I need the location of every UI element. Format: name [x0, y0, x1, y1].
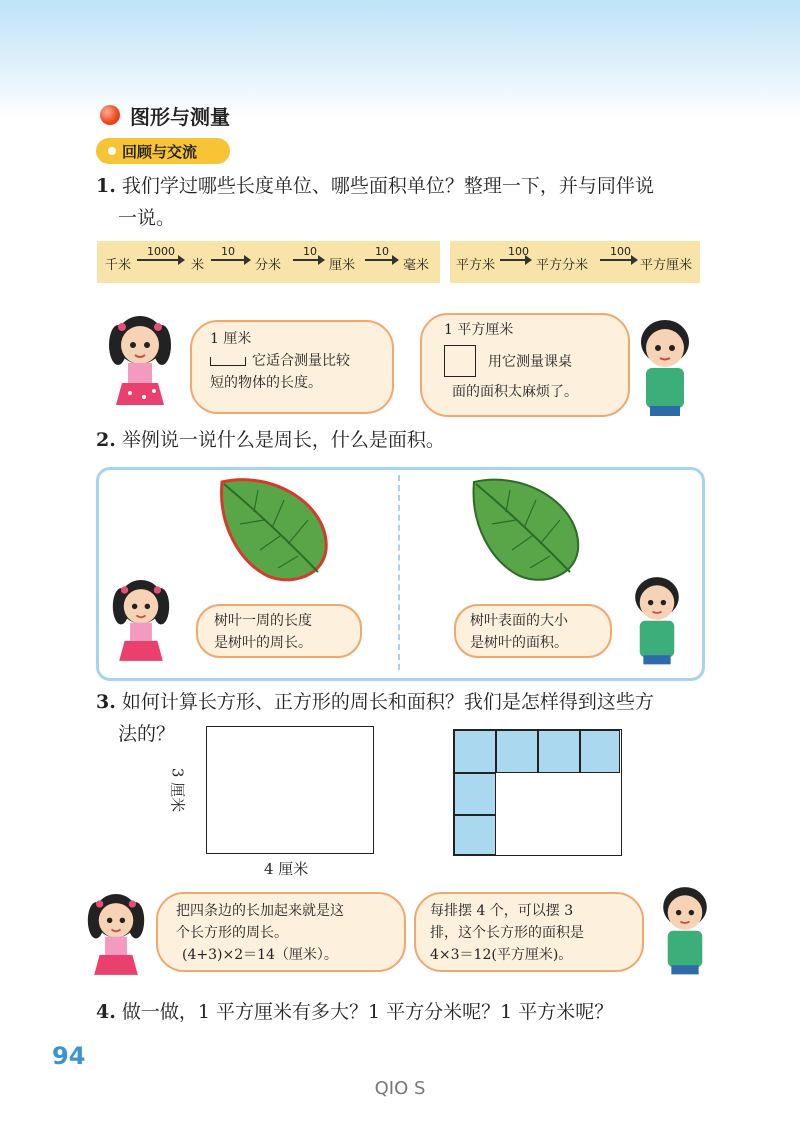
one-square-centimeter-icon — [444, 345, 476, 377]
speech-bubble-girl-1 — [190, 320, 394, 414]
arrow-icon — [600, 259, 636, 261]
bubble-line: 它适合测量比较 — [252, 353, 350, 369]
arrow-icon — [137, 259, 183, 261]
speech-bubble-girl-3 — [156, 892, 406, 972]
q2-number: 2. — [96, 429, 116, 451]
q4-text: 做一做，1 平方厘米有多大？1 平方分米呢？1 平方米呢？ — [121, 1001, 614, 1023]
bubble-line: 每排摆 4 个，可以摆 3 — [430, 903, 574, 919]
q1-line1: 我们学过哪些长度单位、哪些面积单位？整理一下，并与同伴说 — [121, 175, 654, 197]
unit-label: 平方米 — [456, 258, 496, 273]
rectangle-figure — [206, 726, 374, 854]
rate-label: 100 — [610, 245, 631, 258]
rate-label: 1000 — [147, 245, 175, 258]
one-centimeter-segment-icon — [210, 357, 246, 366]
unit-label: 厘米 — [329, 258, 356, 273]
leaf-perimeter-illustration — [214, 476, 334, 588]
arrow-icon — [293, 259, 323, 261]
girl-character-illustration — [100, 305, 180, 415]
dot-icon — [108, 147, 116, 155]
q2-text: 举例说一说什么是周长，什么是面积。 — [121, 429, 445, 451]
bubble-title: 1 厘米 — [210, 331, 252, 347]
q3-line1: 如何计算长方形、正方形的周长和面积？我们是怎样得到这些方 — [121, 691, 654, 713]
unit-label: 米 — [191, 258, 205, 273]
speech-bubble-boy-3 — [414, 892, 644, 972]
bubble-line: 排，这个长方形的面积是 — [430, 925, 584, 941]
bubble-line: 是树叶的面积。 — [470, 635, 568, 651]
speech-bubble-girl-2 — [196, 604, 362, 658]
subsection-title: 回顾与交流 — [122, 142, 198, 161]
unit-square-tile — [580, 730, 620, 773]
boy-character-illustration — [632, 310, 698, 420]
boy-character-illustration — [652, 878, 718, 978]
unit-square-tile — [454, 773, 496, 815]
section-title: 图形与测量 — [130, 104, 230, 129]
tiled-rectangle-figure — [453, 729, 622, 856]
unit-label: 千米 — [105, 258, 132, 273]
unit-label: 平方分米 — [536, 258, 589, 273]
rect-height-label: 3 厘米 — [168, 767, 187, 813]
q1-line2: 一说。 — [118, 207, 176, 229]
bubble-line: 树叶表面的大小 — [470, 613, 568, 629]
leaf-panel — [96, 467, 705, 681]
unit-square-tile — [538, 730, 580, 773]
subsection-pill — [96, 138, 230, 164]
question-4 — [96, 996, 613, 1028]
unit-square-tile — [454, 815, 496, 855]
question-2 — [96, 424, 445, 456]
arrow-icon — [211, 259, 249, 261]
section-heading — [100, 100, 230, 130]
page-number: 94 — [52, 1042, 86, 1070]
girl-character-illustration — [76, 884, 156, 984]
bubble-line: 把四条边的长加起来就是这 — [176, 903, 344, 919]
q1-number: 1. — [96, 175, 116, 197]
speech-bubble-boy-2 — [454, 604, 612, 658]
bubble-line: 4×3＝12(平方厘米)。 — [430, 947, 573, 963]
area-unit-chain — [450, 241, 700, 283]
leaf-area-illustration — [466, 476, 586, 588]
bubble-line: 个长方形的周长。 — [176, 925, 288, 941]
bubble-line: (4+3)×2＝14（厘米）。 — [182, 947, 338, 963]
length-unit-chain — [97, 241, 440, 283]
panel-divider — [398, 475, 400, 670]
arrow-icon — [500, 259, 530, 261]
rate-label: 10 — [303, 245, 317, 258]
unit-label: 毫米 — [403, 258, 430, 273]
q3-number: 3. — [96, 691, 116, 713]
rect-width-label: 4 厘米 — [264, 860, 309, 878]
bubble-line: 面的面积太麻烦了。 — [452, 384, 578, 400]
question-3 — [96, 686, 716, 750]
girl-character-illustration — [102, 570, 180, 670]
bubble-line: 短的物体的长度。 — [210, 375, 322, 391]
unit-label: 平方厘米 — [640, 258, 693, 273]
bubble-line: 是树叶的周长。 — [214, 635, 312, 651]
unit-label: 分米 — [255, 258, 282, 273]
unit-square-tile — [454, 730, 496, 773]
bubble-title: 1 平方厘米 — [444, 322, 514, 338]
question-1 — [96, 170, 716, 234]
bubble-line: 用它测量课桌 — [488, 354, 572, 370]
rate-label: 10 — [221, 245, 235, 258]
rate-label: 10 — [375, 245, 389, 258]
q4-number: 4. — [96, 1001, 116, 1023]
bullet-icon — [100, 105, 120, 125]
footer-watermark: QIO S — [374, 1078, 426, 1099]
unit-square-tile — [496, 730, 538, 773]
arrow-icon — [365, 259, 397, 261]
bubble-line: 树叶一周的长度 — [214, 613, 312, 629]
speech-bubble-boy-1 — [420, 313, 630, 417]
rate-label: 100 — [508, 245, 529, 258]
q3-line2: 法的？ — [118, 723, 176, 745]
boy-character-illustration — [624, 568, 690, 668]
